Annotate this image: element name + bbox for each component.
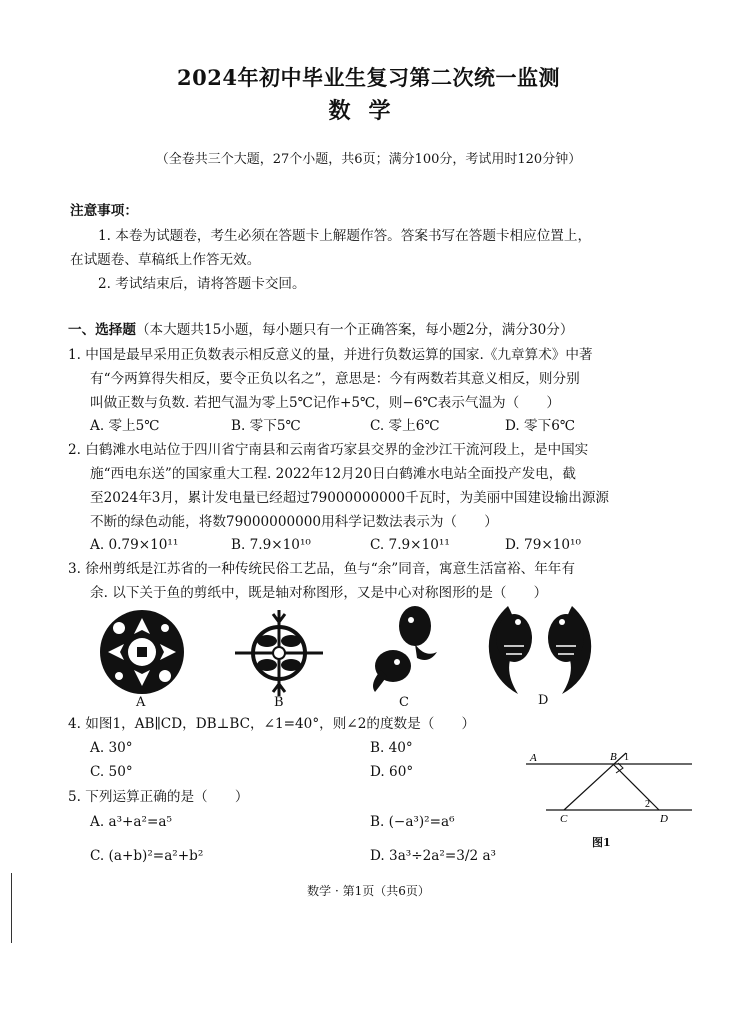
q1-line3: 叫做正数与负数. 若把气温为零上5℃记作+5℃，则−6℃表示气温为（ ） [90, 395, 561, 411]
papercut-c-label: C [399, 695, 409, 710]
q5-option-b: B. (−a³)²=a⁶ [370, 814, 455, 830]
exam-subject: 数学 [328, 98, 409, 124]
q1-line1: 1. 中国是最早采用正负数表示相反意义的量，并进行负数运算的国家.《九章算术》中著 [68, 347, 593, 363]
q4-stem: 4. 如图1，AB∥CD，DB⊥BC，∠1=40°，则∠2的度数是（ ） [68, 716, 476, 732]
notice-item1-line2: 在试题卷、草稿纸上作答无效。 [70, 252, 261, 268]
q3-line2: 余. 以下关于鱼的剪纸中，既是轴对称图形，又是中心对称图形的是（ ） [90, 585, 548, 601]
point-d-label: D [660, 813, 668, 825]
q2-option-b: B. 7.9×10¹⁰ [231, 537, 311, 553]
q2-line4: 不断的绿色动能，将数79000000000用科学记数法表示为（ ） [90, 514, 498, 530]
notice-item1-line1: 1. 本卷为试题卷，考生必须在答题卡上解题作答。答案书写在答题卡相应位置上， [98, 228, 592, 244]
notice-heading: 注意事项： [70, 203, 138, 219]
q2-line1: 2. 白鹤滩水电站位于四川省宁南县和云南省巧家县交界的金沙江干流河段上，是中国实 [68, 442, 589, 458]
q3-line1: 3. 徐州剪纸是江苏省的一种传统民俗工艺品，鱼与“余”同音，寓意生活富裕、年年有 [68, 561, 575, 577]
exam-title: 2024年初中毕业生复习第二次统一监测 [177, 65, 560, 90]
notice-item2: 2. 考试结束后，请将答题卡交回。 [98, 276, 306, 292]
exam-subtitle: （全卷共三个大题，27个小题，共6页；满分100分，考试用时120分钟） [155, 152, 582, 167]
point-c-label: C [560, 813, 568, 825]
q2-line3: 至2024年3月，累计发电量已经超过79000000000千瓦时，为美丽中国建设输出源源 [90, 490, 610, 506]
papercut-d-label: D [538, 693, 549, 708]
angle-2-label: 2 [645, 799, 650, 810]
papercut-b-image [233, 608, 325, 698]
point-a-label: A [530, 752, 537, 764]
q5-stem: 5. 下列运算正确的是（ ） [68, 789, 249, 805]
q2-option-c: C. 7.9×10¹¹ [370, 537, 450, 553]
q4-option-d: D. 60° [370, 764, 414, 780]
papercut-b-label: B [274, 695, 284, 710]
figure-1-caption: 图1 [592, 836, 611, 849]
q5-option-c: C. (a+b)²=a²+b² [90, 848, 204, 864]
q4-option-b: B. 40° [370, 740, 413, 756]
q1-line2: 有“今两算得失相反，要令正负以名之”，意思是：今有两数若其意义相反，则分别 [90, 371, 580, 387]
q4-option-a: A. 30° [90, 740, 133, 756]
q1-option-d: D. 零下6℃ [505, 418, 576, 434]
papercut-a-image [95, 608, 189, 696]
q1-option-b: B. 零下5℃ [231, 418, 301, 434]
q1-option-a: A. 零上5℃ [90, 418, 160, 434]
page-footer: 数学 · 第1页（共6页） [307, 884, 430, 898]
q4-option-c: C. 50° [90, 764, 133, 780]
papercut-c-image [365, 600, 445, 694]
section1-heading-row [68, 320, 573, 340]
section1-note: （本大题共15小题，每小题只有一个正确答案，每小题2分，满分30分） [135, 322, 574, 338]
q2-option-d: D. 79×10¹⁰ [505, 537, 581, 553]
q1-option-c: C. 零上6℃ [370, 418, 440, 434]
q5-option-d: D. 3a³÷2a²=3/2 a³ [370, 848, 496, 864]
figure-1-diagram [524, 745, 694, 827]
point-b-label: B [610, 751, 617, 763]
papercut-a-label: A [136, 695, 146, 710]
papercut-d-image [478, 598, 602, 698]
q5-option-a: A. a³+a²=a⁵ [90, 814, 172, 830]
q2-line2: 施“西电东送”的国家重大工程. 2022年12月20日白鹤滩水电站全面投产发电，截 [90, 466, 576, 482]
angle-1-label: 1 [624, 752, 629, 763]
section1-heading: 一、选择题 [68, 322, 136, 338]
q2-option-a: A. 0.79×10¹¹ [90, 537, 179, 553]
